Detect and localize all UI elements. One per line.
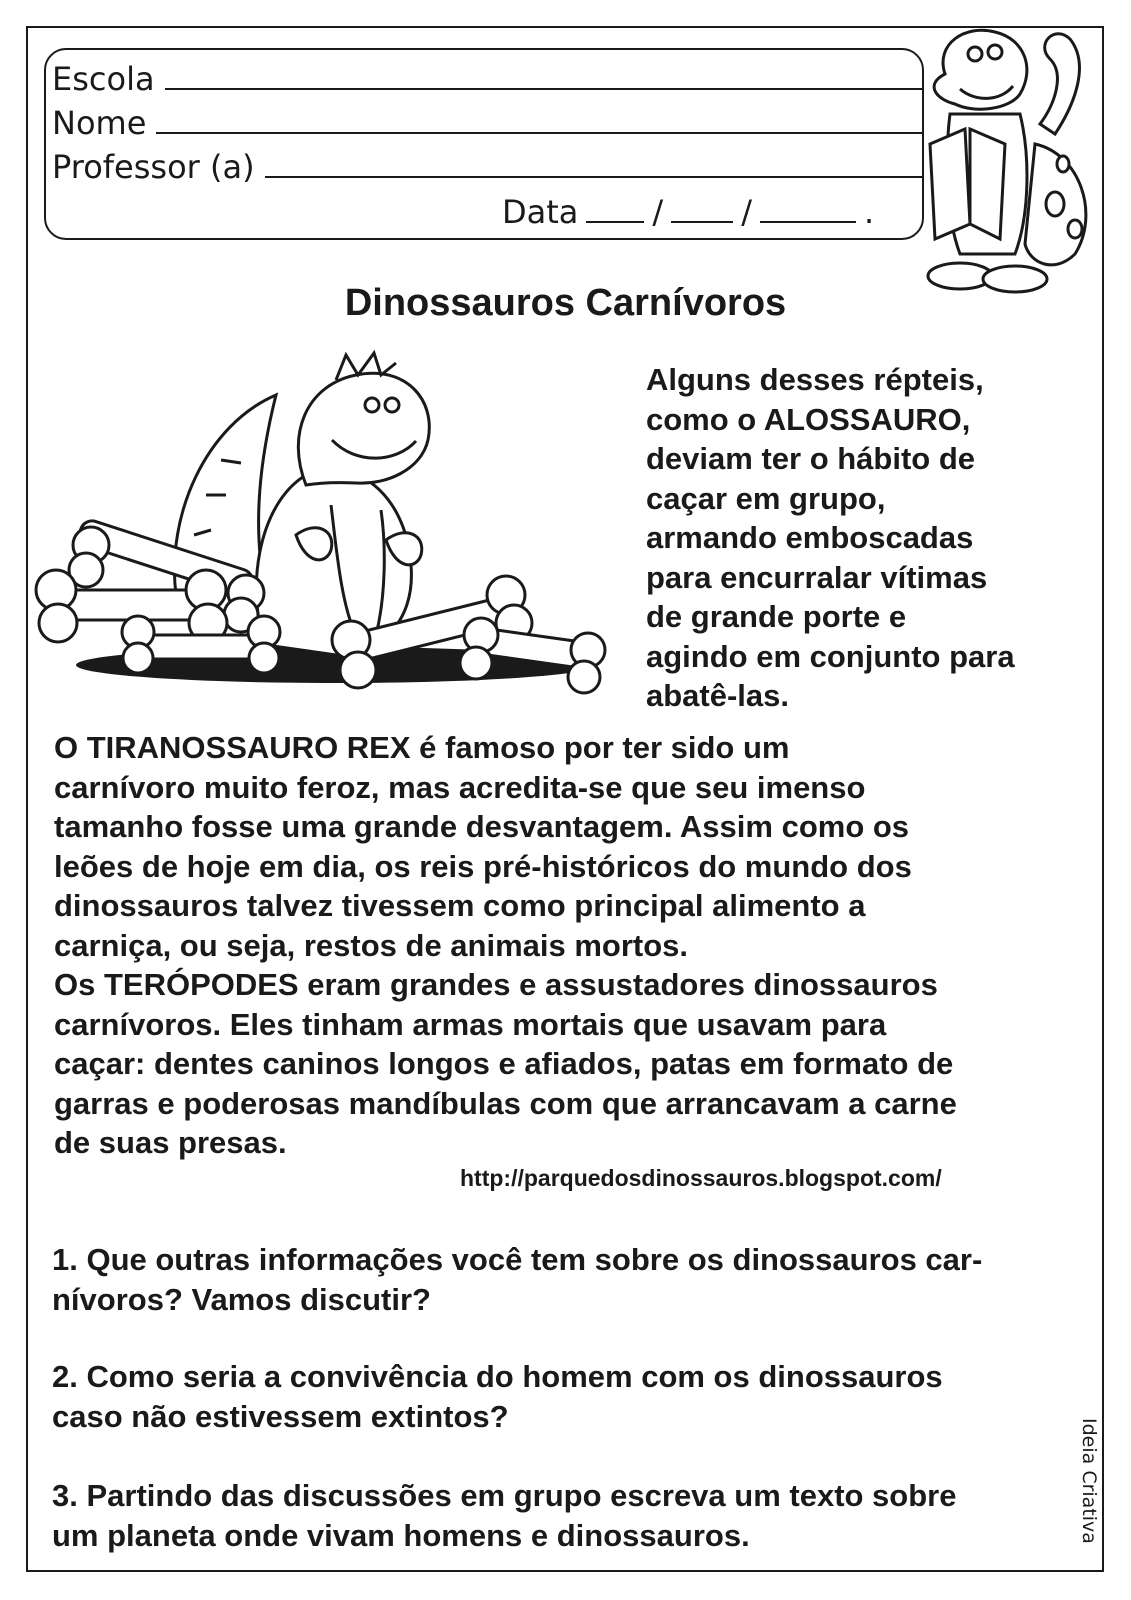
date-separator: / (741, 193, 752, 231)
nome-line (52, 104, 922, 142)
question-1: 1. Que outras informações você tem sobre os dinossauros car- nívoros? Vamos discutir? (52, 1242, 983, 1317)
date-day-field[interactable] (586, 195, 644, 223)
escola-line (52, 60, 922, 98)
dinosaur-on-bones-icon (36, 345, 616, 705)
dinosaur-with-book-icon (905, 14, 1105, 304)
question-2: 2. Como seria a convivência do homem com os dinossauros caso não estivessem extintos? (52, 1359, 943, 1434)
professor-field[interactable] (265, 150, 922, 178)
date-year-field[interactable] (760, 195, 856, 223)
escola-field[interactable] (165, 62, 922, 90)
date-month-field[interactable] (671, 195, 733, 223)
nome-label: Nome (52, 104, 147, 142)
date-line (502, 193, 874, 231)
data-label: Data (502, 193, 579, 231)
escola-label: Escola (52, 60, 155, 98)
page-title: Dinossauros Carnívoros (344, 282, 787, 324)
question-3: 3. Partindo das discussões em grupo escreva um texto sobre um planeta onde vivam homens e dinossauros. (52, 1478, 957, 1553)
date-separator: / (652, 193, 664, 231)
professor-label: Professor (a) (52, 148, 255, 186)
source-url: http://parquedosdinossauros.blogspot.com/ (460, 1165, 942, 1191)
main-paragraph: O TIRANOSSAURO REX é famoso por ter sido um carnívoro muito feroz, mas acredita-se que seu imenso tamanho fosse uma grande desvantagem. Assim como os leões de hoje em dia, os reis pré-históricos do mundo dos dinossauros talvez tivessem como principal alimento a carniça, ou seja, restos de animais mortos. Os TERÓPODES eram grandes e assustadores dinossauros carnívoros. Eles tinham armas mortais que usavam para caçar: dentes caninos longos e afiados, patas em formato de garras e poderosas mandíbulas com que arrancavam a carne de suas presas. (54, 730, 957, 1160)
professor-line (52, 148, 922, 186)
credit-label: Ideia Criativa (1078, 1418, 1100, 1544)
nome-field[interactable] (156, 106, 922, 134)
side-paragraph: Alguns desses répteis, como o ALOSSAURO, deviam ter o hábito de caçar em grupo, armando emboscadas para encurralar vítimas de grande porte e agindo em conjunto para abatê-las. (646, 362, 1015, 713)
date-end-dot: . (863, 193, 875, 231)
